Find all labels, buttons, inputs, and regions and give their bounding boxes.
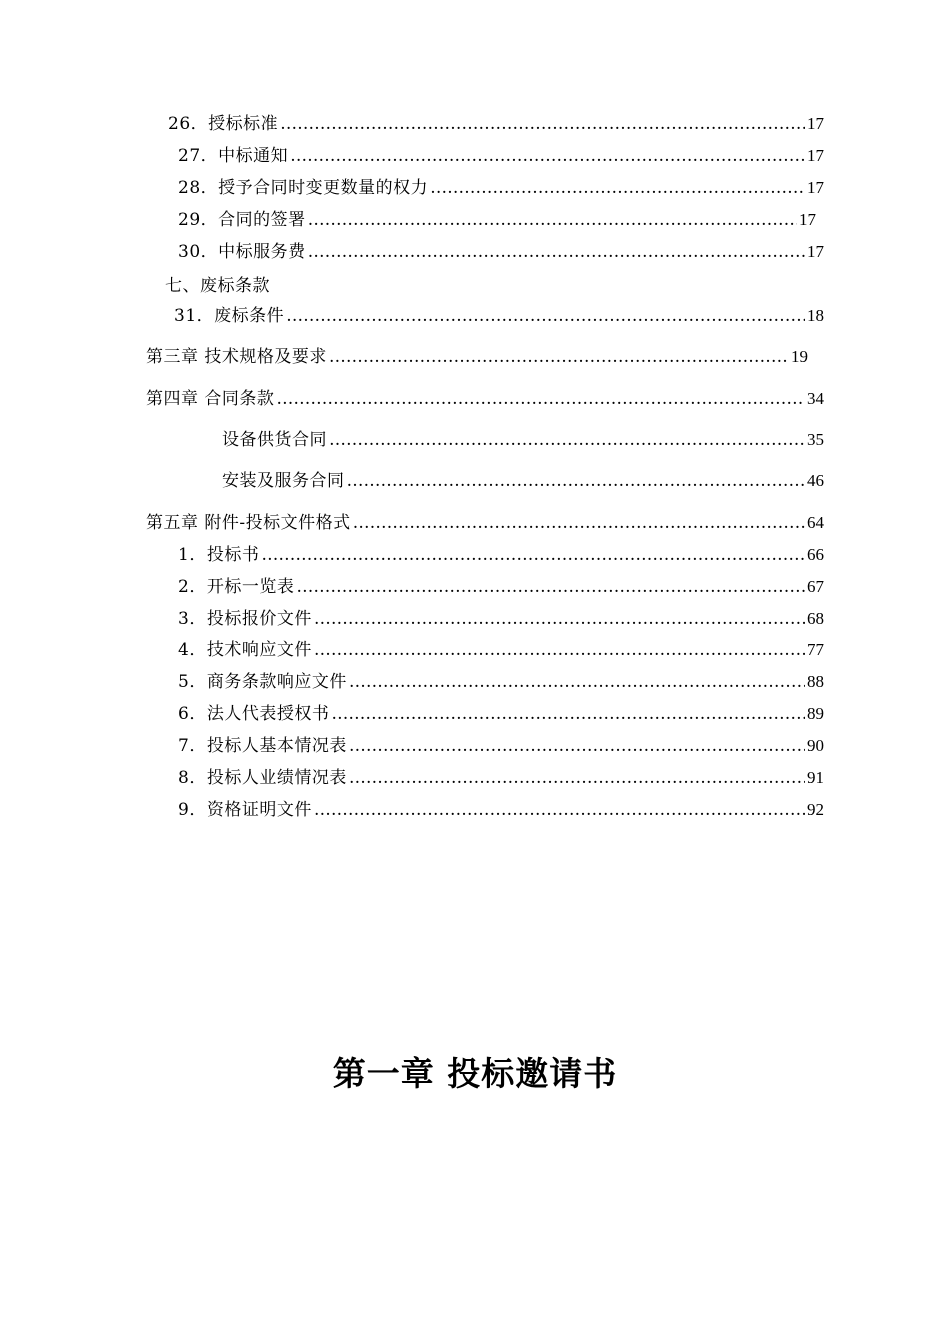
toc-page-number: 68 (807, 609, 824, 628)
toc-leader-dots (349, 767, 805, 789)
toc-entry-29[interactable] (178, 209, 816, 231)
toc-entry-text: 28．授予合同时变更数量的权力 (178, 178, 429, 198)
toc-entry-text: 1．投标书 (178, 545, 260, 565)
toc-entry-appendix-7[interactable] (178, 735, 824, 757)
toc-page-number: 17 (799, 210, 816, 229)
toc-page-number: 90 (807, 736, 824, 755)
toc-entry-appendix-8[interactable] (178, 767, 824, 789)
toc-page-number: 66 (807, 545, 824, 564)
toc-leader-dots (280, 113, 805, 135)
toc-page-number: 67 (807, 577, 824, 596)
toc-entry-appendix-4[interactable] (178, 639, 824, 661)
toc-entry-supply-contract[interactable] (222, 429, 824, 451)
toc-entry-appendix-3[interactable] (178, 608, 824, 630)
toc-page-number: 77 (807, 640, 824, 659)
toc-leader-dots (314, 799, 805, 821)
toc-entry-text: 3．投标报价文件 (178, 609, 312, 629)
toc-entry-text: 设备供货合同 (222, 430, 327, 450)
toc-entry-text: 2．开标一览表 (178, 577, 295, 597)
toc-entry-26[interactable] (168, 113, 824, 135)
toc-entry-text: 31．废标条件 (174, 306, 285, 326)
toc-leader-dots (261, 544, 805, 566)
toc-entry-appendix-5[interactable] (178, 671, 824, 693)
toc-leader-dots (329, 346, 789, 368)
toc-leader-dots (353, 512, 805, 534)
toc-entry-appendix-2[interactable] (178, 576, 824, 598)
section-heading-seven: 七、废标条款 (165, 276, 270, 296)
toc-entry-text: 第四章 合同条款 (146, 389, 275, 409)
toc-entry-text: 29．合同的签署 (178, 210, 306, 230)
toc-leader-dots (308, 241, 805, 263)
toc-entry-text: 7．投标人基本情况表 (178, 736, 347, 756)
toc-page-number: 88 (807, 672, 824, 691)
toc-entry-installation-contract[interactable] (222, 470, 824, 492)
toc-leader-dots (349, 671, 805, 693)
toc-entry-chapter-four[interactable] (146, 388, 824, 410)
toc-entry-text: 安装及服务合同 (222, 471, 345, 491)
toc-entry-appendix-9[interactable] (178, 799, 824, 821)
toc-page-number: 17 (807, 114, 824, 133)
toc-entry-text: 6．法人代表授权书 (178, 704, 330, 724)
toc-entry-text: 第三章 技术规格及要求 (146, 347, 327, 367)
toc-entry-30[interactable] (178, 241, 824, 263)
toc-leader-dots (349, 735, 805, 757)
toc-entry-text: 9．资格证明文件 (178, 800, 312, 820)
toc-page-number: 17 (807, 178, 824, 197)
toc-leader-dots (286, 305, 805, 327)
toc-leader-dots (430, 177, 805, 199)
toc-entry-text: 5．商务条款响应文件 (178, 672, 347, 692)
toc-page-number: 17 (807, 242, 824, 261)
toc-page-number: 34 (807, 389, 824, 408)
toc-leader-dots (314, 639, 805, 661)
toc-entry-text: 4．技术响应文件 (178, 640, 312, 660)
toc-entry-appendix-6[interactable] (178, 703, 824, 725)
toc-entry-chapter-five[interactable] (146, 512, 824, 534)
toc-leader-dots (331, 703, 805, 725)
toc-page-number: 46 (807, 471, 824, 490)
toc-entry-appendix-1[interactable] (178, 544, 824, 566)
toc-page-number: 17 (807, 146, 824, 165)
toc-entry-text: 8．投标人业绩情况表 (178, 768, 347, 788)
toc-entry-31[interactable] (174, 305, 824, 327)
toc-leader-dots (290, 145, 805, 167)
toc-leader-dots (296, 576, 805, 598)
chapter-title: 第一章 投标邀请书 (332, 1054, 618, 1093)
toc-entry-text: 26．授标标准 (168, 114, 279, 134)
toc-leader-dots (329, 429, 805, 451)
toc-page-number: 64 (807, 513, 824, 532)
toc-entry-text: 30．中标服务费 (178, 242, 306, 262)
toc-leader-dots (347, 470, 806, 492)
toc-page-number: 91 (807, 768, 824, 787)
toc-entry-28[interactable] (178, 177, 824, 199)
toc-leader-dots (308, 209, 797, 231)
toc-page-number: 92 (807, 800, 824, 819)
toc-leader-dots (276, 388, 805, 410)
toc-entry-text: 第五章 附件-投标文件格式 (146, 513, 351, 533)
toc-page-number: 89 (807, 704, 824, 723)
toc-page-number: 18 (807, 306, 824, 325)
toc-entry-chapter-three[interactable] (146, 346, 808, 368)
toc-entry-text: 27．中标通知 (178, 146, 289, 166)
toc-entry-27[interactable] (178, 145, 824, 167)
toc-page-number: 35 (807, 430, 824, 449)
toc-leader-dots (314, 608, 805, 630)
toc-page-number: 19 (791, 347, 808, 366)
